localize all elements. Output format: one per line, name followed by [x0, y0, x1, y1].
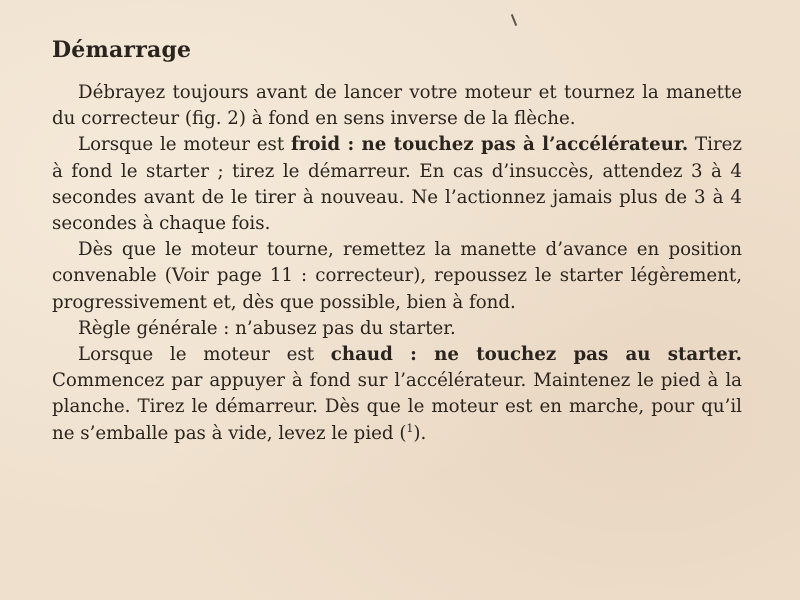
paragraph-2-text-2: Tirez à fond le starter ; tirez le démarreur. En cas d’insuccès, attendez 3 à 4 secondes avant de le tirer à nouveau. Ne l’actionnez jamais plus de 3 à 4 secondes à chaque fois.	[52, 134, 742, 235]
paragraph-5-text-1: Lorsque le moteur est	[78, 344, 331, 366]
paragraph-2-text-1: Lorsque le moteur est	[78, 134, 291, 156]
section-heading: Démarrage	[52, 37, 192, 63]
paragraph-2-bold: froid : ne touchez pas à l’accélérateur.	[290, 134, 689, 156]
paragraph-3: Dès que le moteur tourne, remettez la manette d’avance en position convenable (Voir page 11 : correcteur), repoussez le starter légèrement, progressivement et, dès que possible, bien à fond.	[52, 239, 742, 313]
footnote-marker: 1	[406, 421, 414, 435]
ink-mark	[511, 14, 517, 26]
paragraph-5-text-2: Commencez par appuyer à fond sur l’accélérateur. Maintenez le pied à la planche. Tirez le démarreur. Dès que le moteur est en marche, pour qu’il ne s’emballe pas à vide, levez le pied (	[52, 370, 742, 444]
paragraph-5	[52, 342, 742, 447]
paragraph-1: Débrayez toujours avant de lancer votre moteur et tournez la manette du correcteur (fig. 2) à fond en sens inverse de la flèche.	[52, 82, 742, 130]
paragraph-5-bold: chaud : ne touchez pas au starter.	[330, 344, 742, 366]
body-text	[52, 80, 742, 447]
paragraph-4: Règle générale : n’abusez pas du starter.	[78, 317, 456, 339]
paragraph-5-text-3: ).	[413, 422, 427, 444]
paragraph-2	[52, 132, 742, 237]
